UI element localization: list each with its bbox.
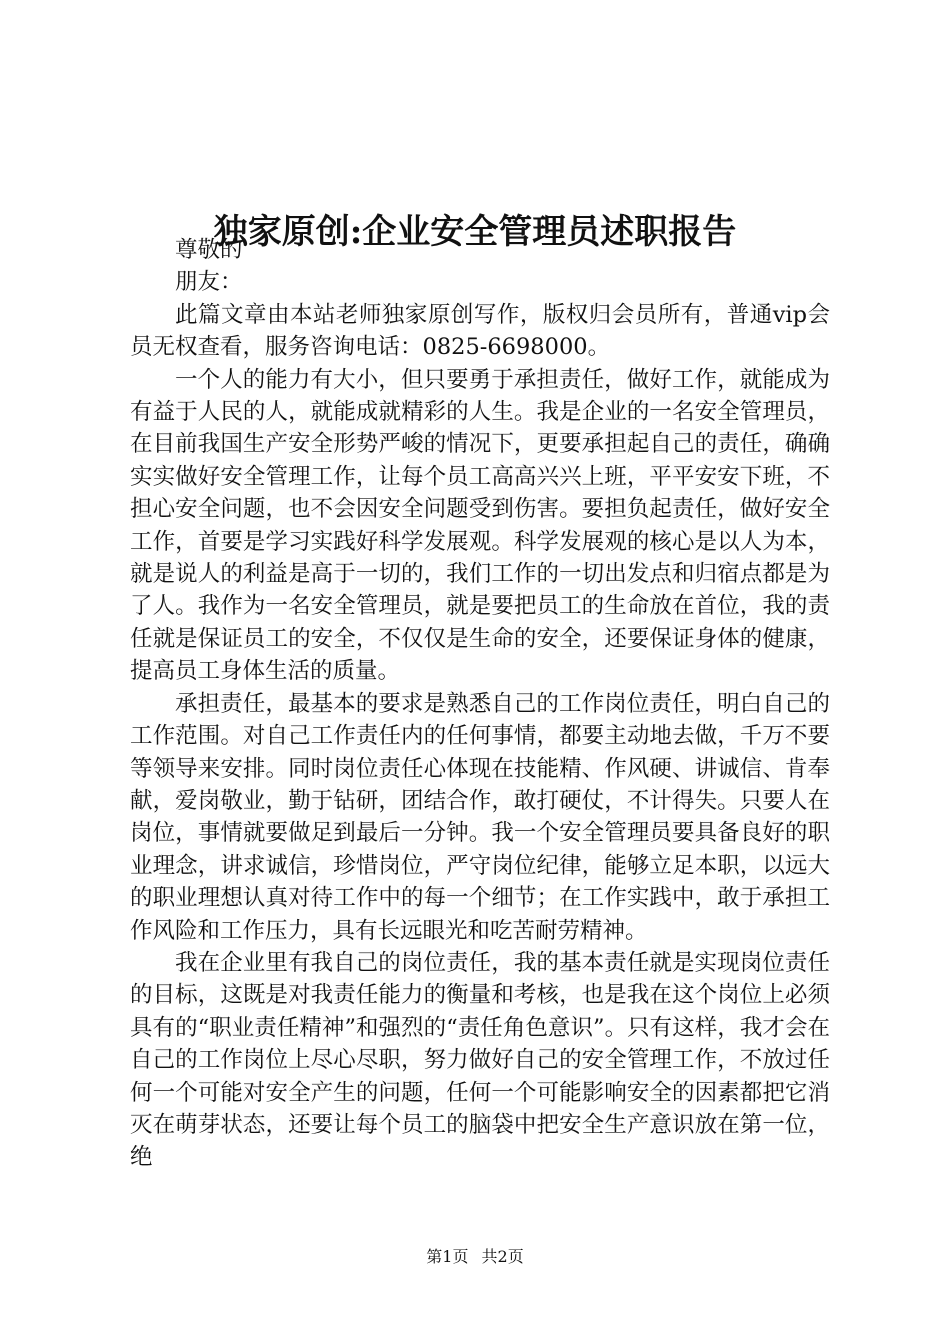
page-total: 共2页 <box>481 1247 524 1266</box>
document-body <box>130 234 830 1174</box>
page-footer <box>0 1245 950 1269</box>
page-number: 第1页 <box>426 1247 469 1266</box>
paragraph-1: 一个人的能力有大小，但只要勇于承担责任，做好工作，就能成为有益于人民的人，就能成就精彩的人生。我是企业的一名安全管理员，在目前我国生产安全形势严峻的情况下，更要承担起自己的责任，确确实实做好安全管理工作，让每个员工高高兴兴上班，平平安安下班，不担心安全问题，也不会因安全问题受到伤害。要担负起责任，做好安全工作，首要是学习实践好科学发展观。科学发展观的核心是以人为本，就是说人的利益是高于一切的，我们工作的一切出发点和归宿点都是为了人。我作为一名安全管理员，就是要把员工的生命放在首位，我的责任就是保证员工的安全，不仅仅是生命的安全，还要保证身体的健康，提高员工身体生活的质量。 <box>130 366 830 685</box>
salutation-line-2: 朋友： <box>175 269 243 296</box>
paragraph-copyright-notice: 此篇文章由本站老师独家原创写作，版权归会员所有，普通vip会员无权查看，服务咨询电话：0825-6698000。 <box>130 301 830 361</box>
paragraph-3: 我在企业里有我自己的岗位责任，我的基本责任就是实现岗位责任的目标，这既是对我责任能力的衡量和考核，也是我在这个岗位上必须具有的“职业责任精神”和强烈的“责任角色意识”。只有这样，我才会在自己的工作岗位上尽心尽职，努力做好自己的安全管理工作，不放过任何一个可能对安全产生的问题，任何一个可能影响安全的因素都把它消灭在萌芽状态，还要让每个员工的脑袋中把安全生产意识放在第一位，绝 <box>130 949 830 1171</box>
document-title: 独家原创:企业安全管理员述职报告 <box>213 211 737 252</box>
salutation-line-1: 尊敬的 <box>175 237 243 263</box>
paragraph-2: 承担责任，最基本的要求是熟悉自己的工作岗位责任，明白自己的工作范围。对自己工作责任内的任何事情，都要主动地去做，千万不要等领导来安排。同时岗位责任心体现在技能精、作风硬、讲诚信、肯奉献，爱岗敬业，勤于钻研，团结合作，敢打硬仗，不计得失。只要人在岗位，事情就要做足到最后一分钟。我一个安全管理员要具备良好的职业理念，讲求诚信，珍惜岗位，严守岗位纪律，能够立足本职，以远大的职业理想认真对待工作中的每一个细节；在工作实践中，敢于承担工作风险和工作压力，具有长远眼光和吃苦耐劳精神。 <box>130 690 830 944</box>
